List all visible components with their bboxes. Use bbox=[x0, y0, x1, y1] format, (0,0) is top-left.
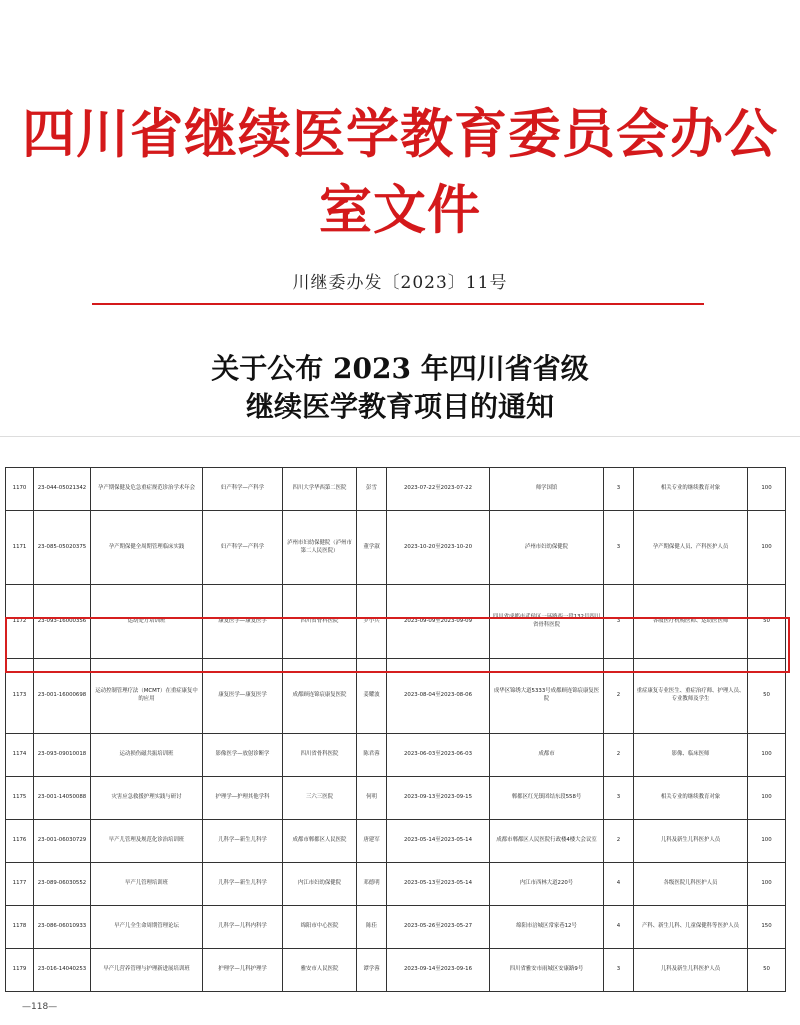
cell-unit: 泸州市妇幼保健院（泸州市第二人民医院） bbox=[283, 511, 357, 585]
document-number: 川继委办发〔2023〕11号 bbox=[292, 273, 508, 293]
cell-target: 重症康复专业医生、重症治疗师、护理人员、专业教师及学生 bbox=[634, 659, 748, 733]
cell-subject: 妇产科学—产科学 bbox=[203, 468, 283, 511]
cell-place: 师学国馆 bbox=[490, 468, 604, 511]
cell-count: 150 bbox=[748, 905, 786, 948]
cell-dates: 2023-08-04至2023-08-06 bbox=[387, 659, 490, 733]
cell-dates: 2023-05-26至2023-05-27 bbox=[387, 905, 490, 948]
cell-dates: 2023-07-22至2023-07-22 bbox=[387, 468, 490, 511]
cell-name: 孕产期保健及危急重症规范诊治学术年会 bbox=[91, 468, 203, 511]
cell-no: 1173 bbox=[6, 659, 34, 733]
cell-credit: 3 bbox=[604, 585, 634, 659]
cell-target: 相关专业的继续教育对象 bbox=[634, 468, 748, 511]
cell-person: 唐建军 bbox=[357, 819, 387, 862]
cell-code: 23-085-05020375 bbox=[34, 511, 91, 585]
cell-person: 何明 bbox=[357, 776, 387, 819]
cell-no: 1178 bbox=[6, 905, 34, 948]
project-table bbox=[5, 467, 785, 992]
notice-title-line1: 关于公布 2023 年四川省省级 bbox=[211, 352, 589, 385]
cell-name: 孕产期保健全周期管理临床实践 bbox=[91, 511, 203, 585]
cell-target: 相关专业的继续教育对象 bbox=[634, 776, 748, 819]
cell-unit: 内江市妇幼保健院 bbox=[283, 862, 357, 905]
notice-title bbox=[0, 350, 800, 426]
cell-credit: 3 bbox=[604, 776, 634, 819]
table-row bbox=[6, 733, 786, 776]
cell-count: 100 bbox=[748, 776, 786, 819]
cell-person: 陈君蓉 bbox=[357, 733, 387, 776]
cell-no: 1171 bbox=[6, 511, 34, 585]
cell-place: 成华区锦绣大道5333号成都顾连锦宸康复医院 bbox=[490, 659, 604, 733]
table-row bbox=[6, 776, 786, 819]
cell-dates: 2023-09-14至2023-09-16 bbox=[387, 948, 490, 991]
cell-unit: 四川大学华西第二医院 bbox=[283, 468, 357, 511]
cell-unit: 三六三医院 bbox=[283, 776, 357, 819]
cell-no: 1176 bbox=[6, 819, 34, 862]
cell-name: 早产儿全生命周期管理论坛 bbox=[91, 905, 203, 948]
cell-credit: 3 bbox=[604, 468, 634, 511]
table-row bbox=[6, 511, 786, 585]
cell-count: 100 bbox=[748, 819, 786, 862]
cell-unit: 四川省骨科医院 bbox=[283, 585, 357, 659]
cell-place: 郫都区红光镇团结东段558号 bbox=[490, 776, 604, 819]
cell-target: 产科、新生儿科、儿童保健科等医护人员 bbox=[634, 905, 748, 948]
cell-count: 100 bbox=[748, 862, 786, 905]
cell-code: 23-086-06010933 bbox=[34, 905, 91, 948]
page-number: —118— bbox=[22, 1002, 58, 1012]
cell-target: 各级医院儿科医护人员 bbox=[634, 862, 748, 905]
notice-title-line2: 继续医学教育项目的通知 bbox=[245, 390, 554, 423]
cell-person: 彭雪 bbox=[357, 468, 387, 511]
cell-code: 23-016-14040253 bbox=[34, 948, 91, 991]
cell-subject: 儿科学—新生儿科学 bbox=[203, 819, 283, 862]
cell-count: 100 bbox=[748, 733, 786, 776]
document-header bbox=[0, 0, 800, 437]
cell-count: 50 bbox=[748, 585, 786, 659]
cell-no: 1177 bbox=[6, 862, 34, 905]
cell-count: 100 bbox=[748, 468, 786, 511]
cell-no: 1175 bbox=[6, 776, 34, 819]
cell-no: 1170 bbox=[6, 468, 34, 511]
cell-name: 运动控制管理疗法（MCMT）在重症康复中的应用 bbox=[91, 659, 203, 733]
masthead-title: 四川省继续医学教育委员会办公室文件 bbox=[22, 104, 778, 241]
cell-count: 50 bbox=[748, 659, 786, 733]
table-row bbox=[6, 468, 786, 511]
cell-person: 陈佳 bbox=[357, 905, 387, 948]
cell-subject: 儿科学—新生儿科学 bbox=[203, 862, 283, 905]
table-row bbox=[6, 585, 786, 659]
cell-credit: 2 bbox=[604, 819, 634, 862]
cell-credit: 3 bbox=[604, 948, 634, 991]
cell-count: 50 bbox=[748, 948, 786, 991]
cell-unit: 四川省骨科医院 bbox=[283, 733, 357, 776]
cell-code: 23-001-06030729 bbox=[34, 819, 91, 862]
cell-target: 影像、临床医师 bbox=[634, 733, 748, 776]
cell-subject: 护理学—儿科护理学 bbox=[203, 948, 283, 991]
cell-place: 泸州市妇幼保健院 bbox=[490, 511, 604, 585]
cell-target: 儿科及新生儿科医护人员 bbox=[634, 948, 748, 991]
red-divider-line bbox=[92, 303, 704, 305]
cell-place: 成都市 bbox=[490, 733, 604, 776]
cell-name: 运动处方培训班 bbox=[91, 585, 203, 659]
cell-person: 邓德明 bbox=[357, 862, 387, 905]
cell-credit: 2 bbox=[604, 659, 634, 733]
table-row bbox=[6, 659, 786, 733]
cell-subject: 康复医学—康复医学 bbox=[203, 659, 283, 733]
cell-no: 1174 bbox=[6, 733, 34, 776]
cell-name: 早产儿营养管理与护理新进展培训班 bbox=[91, 948, 203, 991]
cell-unit: 绵阳市中心医院 bbox=[283, 905, 357, 948]
cell-count: 100 bbox=[748, 511, 786, 585]
cell-person: 姜耀波 bbox=[357, 659, 387, 733]
cell-credit: 4 bbox=[604, 905, 634, 948]
cell-credit: 2 bbox=[604, 733, 634, 776]
section-divider bbox=[0, 436, 800, 437]
table-row bbox=[6, 948, 786, 991]
cell-code: 23-093-16000356 bbox=[34, 585, 91, 659]
cell-unit: 雅安市人民医院 bbox=[283, 948, 357, 991]
cell-place: 内江市西林大道220号 bbox=[490, 862, 604, 905]
cell-dates: 2023-05-13至2023-05-14 bbox=[387, 862, 490, 905]
cell-subject: 影像医学—放射诊断学 bbox=[203, 733, 283, 776]
cell-code: 23-044-05021342 bbox=[34, 468, 91, 511]
cell-dates: 2023-09-09至2023-09-09 bbox=[387, 585, 490, 659]
cell-credit: 3 bbox=[604, 511, 634, 585]
cell-subject: 妇产科学—产科学 bbox=[203, 511, 283, 585]
table-row bbox=[6, 905, 786, 948]
cell-target: 儿科及新生儿科医护人员 bbox=[634, 819, 748, 862]
cell-dates: 2023-09-13至2023-09-15 bbox=[387, 776, 490, 819]
cell-name: 灾害应急救援护理实践与研讨 bbox=[91, 776, 203, 819]
cell-dates: 2023-10-20至2023-10-20 bbox=[387, 511, 490, 585]
cell-name: 运动损伤磁共振培训班 bbox=[91, 733, 203, 776]
cell-dates: 2023-06-03至2023-06-03 bbox=[387, 733, 490, 776]
cell-place: 四川省成都市武侯区一环路西一段132号四川省骨科医院 bbox=[490, 585, 604, 659]
cell-credit: 4 bbox=[604, 862, 634, 905]
cell-name: 早产儿管理及规范化诊治培训班 bbox=[91, 819, 203, 862]
cell-person: 谭学蓉 bbox=[357, 948, 387, 991]
cell-subject: 儿科学—儿科内科学 bbox=[203, 905, 283, 948]
cell-target: 孕产期保健人员、产科医护人员 bbox=[634, 511, 748, 585]
cell-dates: 2023-05-14至2023-05-14 bbox=[387, 819, 490, 862]
cell-place: 成都市郫都区人民医院行政楼4楼大会议室 bbox=[490, 819, 604, 862]
cell-subject: 康复医学—康复医学 bbox=[203, 585, 283, 659]
table-row bbox=[6, 819, 786, 862]
cell-person: 董学淑 bbox=[357, 511, 387, 585]
cell-subject: 护理学—护理其他学科 bbox=[203, 776, 283, 819]
cell-place: 绵阳市涪城区常家巷12号 bbox=[490, 905, 604, 948]
cell-code: 23-001-14050088 bbox=[34, 776, 91, 819]
cell-name: 早产儿管理培训班 bbox=[91, 862, 203, 905]
cell-person: 罗小兵 bbox=[357, 585, 387, 659]
cell-unit: 成都顾连锦宸康复医院 bbox=[283, 659, 357, 733]
cell-code: 23-093-09010018 bbox=[34, 733, 91, 776]
cell-no: 1179 bbox=[6, 948, 34, 991]
table-row bbox=[6, 862, 786, 905]
cell-no: 1172 bbox=[6, 585, 34, 659]
cell-code: 23-001-16000698 bbox=[34, 659, 91, 733]
cell-unit: 成都市郫都区人民医院 bbox=[283, 819, 357, 862]
cell-place: 四川省雅安市雨城区安康路9号 bbox=[490, 948, 604, 991]
cell-code: 23-089-06030552 bbox=[34, 862, 91, 905]
cell-target: 各级医疗机构医师、运动医医师 bbox=[634, 585, 748, 659]
